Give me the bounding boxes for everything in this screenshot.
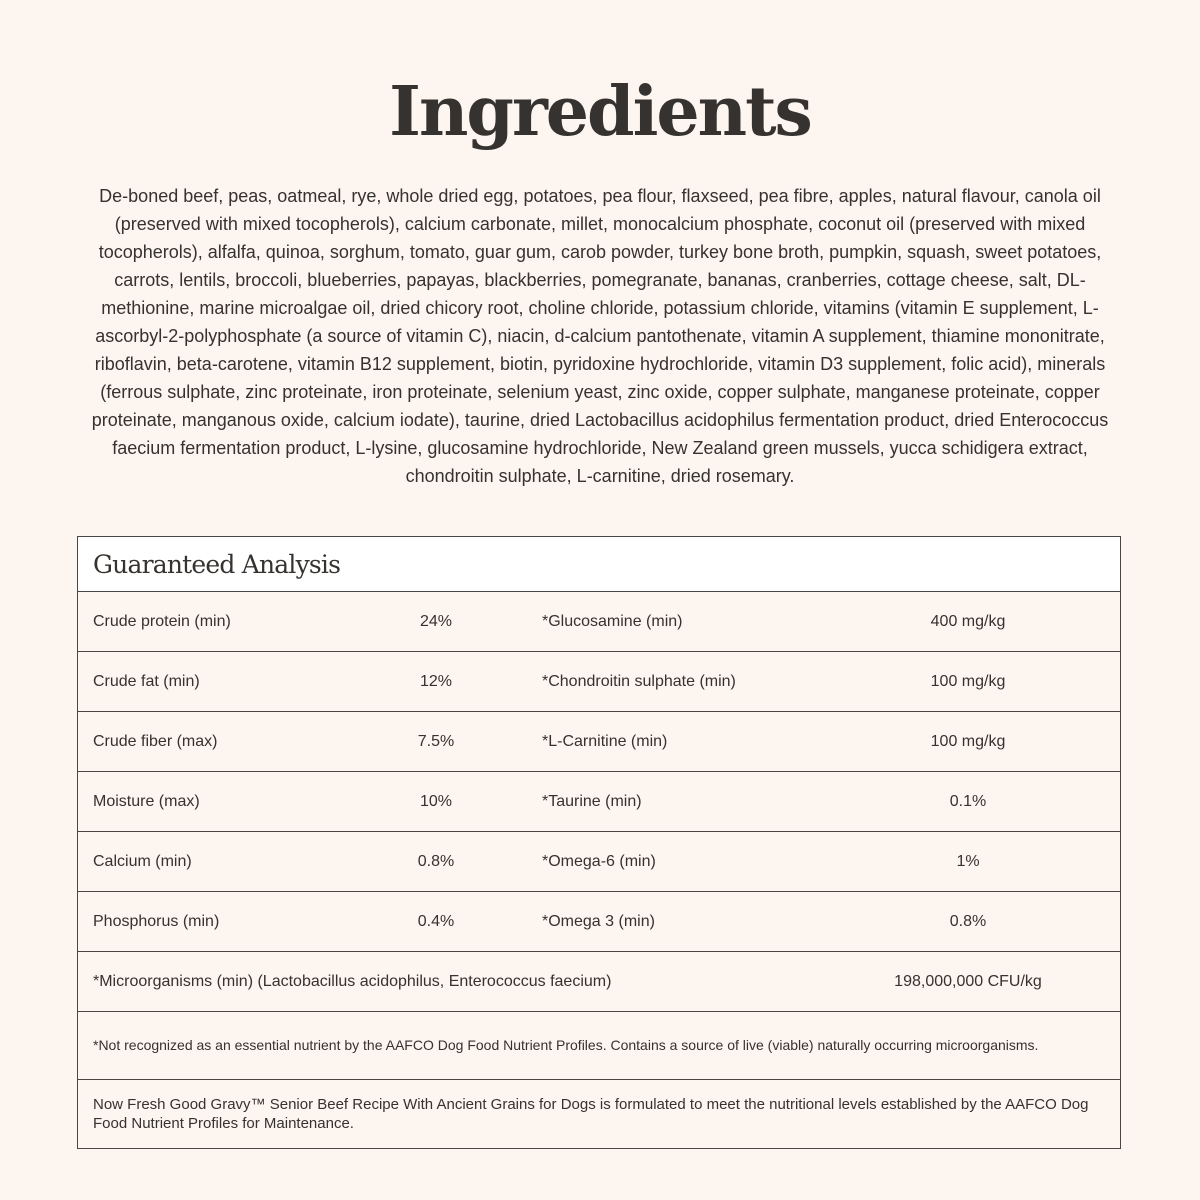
nutrient-value: 12% xyxy=(419,673,453,690)
nutrient-name: Phosphorus (min) xyxy=(93,913,220,930)
nutrient-name: Moisture (max) xyxy=(93,793,200,810)
nutrient-value: 400 mg/kg xyxy=(930,613,1006,630)
microorganisms-value: 198,000,000 CFU/kg xyxy=(894,973,1042,990)
nutrient-value: 0.4% xyxy=(417,913,455,930)
guaranteed-analysis-table xyxy=(77,536,1121,1149)
aafco-statement xyxy=(78,1080,1120,1148)
nutrient-name: *Taurine (min) xyxy=(542,793,642,810)
nutrient-value: 1% xyxy=(956,853,980,870)
nutrient-name: *Glucosamine (min) xyxy=(542,613,683,630)
nutrient-value: 7.5% xyxy=(417,733,455,750)
footnote xyxy=(78,1012,1120,1080)
nutrient-value: 0.8% xyxy=(417,853,455,870)
microorganisms-label: *Microorganisms (min) (Lactobacillus acidophilus, Enterococcus faecium) xyxy=(93,973,612,990)
nutrient-name: Crude fat (min) xyxy=(93,673,200,690)
microorganisms-row xyxy=(78,952,1120,1012)
table-row xyxy=(78,772,1120,832)
nutrient-value: 100 mg/kg xyxy=(930,673,1006,690)
table-row xyxy=(78,592,1120,652)
nutrient-name: *Omega 3 (min) xyxy=(542,913,655,930)
table-row xyxy=(78,652,1120,712)
ingredients-list: De-boned beef, peas, oatmeal, rye, whole dried egg, potatoes, pea flour, flaxseed, pea fibre, apples, natural flavour, canola oil (preserved with mixed tocopherols), calcium carbonate, millet, monocalcium phosphate, coconut oil (preserved with mixed tocopherols), alfalfa, quinoa, sorghum, tomato, guar gum, carob powder, turkey bone broth, pumpkin, squash, sweet potatoes, carrots, lentils, broccoli, blueberries, papayas, blackberries, pomegranate, bananas, cranberries, cottage cheese, salt, DL-methionine, marine microalgae oil, dried chicory root, choline chloride, potassium chloride, vitamins (vitamin E supplement, L-ascorbyl-2-polyphosphate (a source of vitamin C), niacin, d-calcium pantothenate, vitamin A supplement, thiamine mononitrate, riboflavin, beta-carotene, vitamin B12 supplement, biotin, pyridoxine hydrochloride, vitamin D3 supplement, folic acid), minerals (ferrous sulphate, zinc proteinate, iron proteinate, selenium yeast, zinc oxide, copper sulphate, manganese proteinate, copper proteinate, manganous oxide, calcium iodate), taurine, dried Lactobacillus acidophilus fermentation product, dried Enterococcus faecium fermentation product, L-lysine, glucosamine hydrochloride, New Zealand green mussels, yucca schidigera extract, chondroitin sulphate, L-carnitine, dried rosemary. xyxy=(91,186,1109,486)
nutrient-value: 0.1% xyxy=(949,793,987,810)
nutrient-value: 10% xyxy=(419,793,453,810)
guaranteed-analysis-title: Guaranteed Analysis xyxy=(93,549,341,579)
nutrient-value: 100 mg/kg xyxy=(930,733,1006,750)
guaranteed-analysis-header xyxy=(78,537,1120,592)
table-row xyxy=(78,892,1120,952)
nutrient-name: *L-Carnitine (min) xyxy=(542,733,668,750)
nutrient-name: *Omega-6 (min) xyxy=(542,853,656,870)
nutrient-value: 24% xyxy=(419,613,453,630)
nutrient-name: Calcium (min) xyxy=(93,853,192,870)
table-row xyxy=(78,712,1120,772)
table-row xyxy=(78,832,1120,892)
footnote-text: *Not recognized as an essential nutrient by the AAFCO Dog Food Nutrient Profiles. Contains a source of live (viable) naturally occurring microorganisms. xyxy=(93,1037,1039,1053)
nutrient-name: Crude fiber (max) xyxy=(93,733,218,750)
nutrient-name: *Chondroitin sulphate (min) xyxy=(542,673,736,690)
aafco-statement-text: Now Fresh Good Gravy™ Senior Beef Recipe With Ancient Grains for Dogs is formulated to meet the nutritional levels established by the AAFCO Dog Food Nutrient Profiles for Maintenance. xyxy=(93,1096,1089,1132)
nutrient-name: Crude protein (min) xyxy=(93,613,231,630)
nutrient-value: 0.8% xyxy=(949,913,987,930)
page-title: Ingredients xyxy=(389,72,811,152)
